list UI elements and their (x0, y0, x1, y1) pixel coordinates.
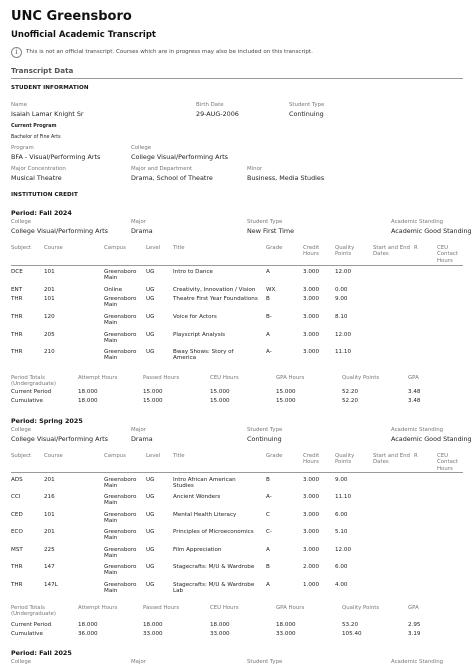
cell-grade: A- (266, 349, 272, 355)
totals-passed: 15.000 (143, 398, 163, 404)
divider (11, 265, 463, 266)
cell-campus: Greensboro Main (104, 494, 137, 507)
totals-attempt: 36.000 (78, 631, 98, 637)
cell-quality-points: 9.00 (335, 296, 348, 302)
cell-level: UG (146, 349, 155, 355)
totals-gpa: 3.48 (408, 398, 421, 404)
student-name: Isaiah Lamar Knight Sr (11, 110, 84, 118)
totals-passed-header: Passed Hours (143, 375, 180, 381)
university-title: UNC Greensboro (11, 9, 132, 24)
col-start-end: Start and End Dates (373, 245, 410, 258)
minor: Business, Media Studies (247, 174, 325, 182)
cell-course: 201 (44, 477, 55, 483)
cell-title: Stagecrafts: M/U & Wardrobe Lab (173, 582, 255, 595)
college-label: College (131, 145, 152, 151)
totals-ceu: 15.000 (210, 389, 230, 395)
totals-gpa-hours-header: GPA Hours (276, 375, 305, 381)
cell-course: 147L (44, 582, 58, 588)
cell-grade: A (266, 269, 270, 275)
totals-label: Period Totals (Undergraduate) (11, 375, 56, 388)
totals-passed: 15.000 (143, 389, 163, 395)
col-start-end: Start and End Dates (373, 453, 410, 466)
col-title: Title (173, 453, 185, 459)
col-course: Course (44, 245, 63, 251)
col-subject: Subject (11, 245, 32, 251)
concentration-label: Major Concentration (11, 166, 66, 172)
term-college: College Visual/Performing Arts (11, 435, 108, 443)
cell-level: UG (146, 564, 155, 570)
major-dept: Drama, School of Theatre (131, 174, 213, 182)
totals-gpa: 3.19 (408, 631, 421, 637)
cell-course: 147 (44, 564, 55, 570)
totals-attempt: 18.000 (78, 622, 98, 628)
totals-quality-header: Quality Points (342, 375, 380, 381)
cell-subject: THR (11, 296, 23, 302)
cell-quality-points: 6.00 (335, 564, 348, 570)
cell-grade: A (266, 332, 270, 338)
cell-quality-points: 5.10 (335, 529, 348, 535)
cell-credit-hours: 3.000 (303, 349, 320, 355)
cell-campus: Greensboro Main (104, 564, 137, 577)
col-title: Title (173, 245, 185, 251)
totals-ceu-header: CEU Hours (210, 605, 239, 611)
col-quality-points: Quality Points (335, 245, 355, 258)
institution-credit-heading: INSTITUTION CREDIT (11, 192, 78, 198)
cell-subject: ADS (11, 477, 23, 483)
col-subject: Subject (11, 453, 32, 459)
major-dept-label: Major and Department (131, 166, 193, 172)
term-college-label: College (11, 659, 32, 665)
cell-campus: Greensboro Main (104, 349, 137, 362)
col-level: Level (146, 453, 161, 459)
term-period: Period: Fall 2024 (11, 209, 72, 217)
cell-credit-hours: 3.000 (303, 547, 320, 553)
term-major-label: Major (131, 219, 146, 225)
cell-course: 201 (44, 287, 55, 293)
cell-credit-hours: 2.000 (303, 564, 320, 570)
totals-label: Period Totals (Undergraduate) (11, 605, 56, 618)
student-type-label: Student Type (289, 102, 325, 108)
cell-credit-hours: 3.000 (303, 477, 320, 483)
cell-title: Intro African American Studies (173, 477, 236, 490)
cell-title: Principles of Microeconomics (173, 529, 254, 535)
program: BFA - Visual/Performing Arts (11, 153, 101, 161)
cell-subject: ECO (11, 529, 23, 535)
cell-credit-hours: 3.000 (303, 512, 320, 518)
cell-title: Film Appreciation (173, 547, 222, 553)
cell-subject: THR (11, 349, 23, 355)
cell-quality-points: 12.00 (335, 547, 352, 553)
totals-gpa-hours-header: GPA Hours (276, 605, 305, 611)
col-campus: Campus (104, 453, 126, 459)
col-level: Level (146, 245, 161, 251)
col-credit-hours: Credit Hours (303, 453, 320, 466)
cell-title: Voice for Actors (173, 314, 217, 320)
cell-title: Ancient Wonders (173, 494, 221, 500)
term-student-type-label: Student Type (247, 659, 283, 665)
cell-quality-points: 8.10 (335, 314, 348, 320)
cell-grade: C- (266, 529, 272, 535)
cell-level: UG (146, 314, 155, 320)
cell-quality-points: 11.10 (335, 349, 352, 355)
term-standing-label: Academic Standing (391, 659, 444, 665)
term-major: Drama (131, 435, 153, 443)
cell-quality-points: 0.00 (335, 287, 348, 293)
totals-row-label: Current Period (11, 622, 52, 628)
cell-course: 101 (44, 296, 55, 302)
term-major-label: Major (131, 659, 146, 665)
term-student-type-label: Student Type (247, 427, 283, 433)
cell-campus: Greensboro Main (104, 269, 137, 282)
term-standing: Academic Good Standing (391, 435, 472, 443)
term-period: Period: Spring 2025 (11, 417, 83, 425)
divider (11, 78, 463, 79)
cell-quality-points: 4.00 (335, 582, 348, 588)
col-grade: Grade (266, 453, 283, 459)
totals-row-label: Cumulative (11, 631, 43, 637)
cell-campus: Greensboro Main (104, 314, 137, 327)
cell-credit-hours: 3.000 (303, 287, 320, 293)
term-standing-label: Academic Standing (391, 219, 444, 225)
term-college: College Visual/Performing Arts (11, 227, 108, 235)
term-college-label: College (11, 219, 32, 225)
cell-grade: B- (266, 314, 272, 320)
cell-subject: THR (11, 314, 23, 320)
term-student-type-label: Student Type (247, 219, 283, 225)
totals-gpa-header: GPA (408, 605, 419, 611)
cell-credit-hours: 3.000 (303, 494, 320, 500)
cell-title: Bway Shows: Story of America (173, 349, 234, 362)
cell-level: UG (146, 529, 155, 535)
totals-quality-header: Quality Points (342, 605, 380, 611)
cell-grade: B (266, 564, 270, 570)
col-r: R (414, 245, 418, 251)
term-standing: Academic Good Standing (391, 227, 472, 235)
totals-quality: 105.40 (342, 631, 362, 637)
totals-passed-header: Passed Hours (143, 605, 180, 611)
cell-quality-points: 11.10 (335, 494, 352, 500)
cell-level: UG (146, 287, 155, 293)
cell-quality-points: 12.00 (335, 269, 352, 275)
cell-credit-hours: 1.000 (303, 582, 320, 588)
col-quality-points: Quality Points (335, 453, 355, 466)
cell-credit-hours: 3.000 (303, 529, 320, 535)
cell-course: 205 (44, 332, 55, 338)
term-major-label: Major (131, 427, 146, 433)
col-course: Course (44, 453, 63, 459)
col-grade: Grade (266, 245, 283, 251)
divider (11, 472, 463, 473)
transcript-data-heading: Transcript Data (11, 66, 74, 75)
transcript-notice: This is not an official transcript. Courses which are in progress may also be included on this transcript. (26, 49, 313, 55)
totals-attempt-header: Attempt Hours (78, 605, 118, 611)
col-campus: Campus (104, 245, 126, 251)
current-program-label: Current Program (11, 124, 57, 129)
cell-title: Intro to Dance (173, 269, 213, 275)
totals-ceu: 18.000 (210, 622, 230, 628)
cell-title: Creativity, Innovation / Vision (173, 287, 256, 293)
cell-campus: Greensboro Main (104, 512, 137, 525)
cell-course: 225 (44, 547, 55, 553)
cell-grade: A (266, 547, 270, 553)
col-credit-hours: Credit Hours (303, 245, 320, 258)
totals-quality: 52.20 (342, 398, 359, 404)
cell-subject: ENT (11, 287, 23, 293)
totals-attempt: 18.000 (78, 389, 98, 395)
totals-ceu: 15.000 (210, 398, 230, 404)
term-student-type: Continuing (247, 435, 282, 443)
birth-date-label: Birth Date (196, 102, 224, 108)
term-student-type: New First Time (247, 227, 295, 235)
cell-credit-hours: 3.000 (303, 269, 320, 275)
cell-level: UG (146, 269, 155, 275)
term-period: Period: Fall 2025 (11, 649, 72, 657)
cell-subject: CED (11, 512, 23, 518)
cell-course: 120 (44, 314, 55, 320)
totals-quality: 52.20 (342, 389, 359, 395)
birth-date: 29-AUG-2006 (196, 110, 239, 118)
cell-level: UG (146, 582, 155, 588)
cell-course: 210 (44, 349, 55, 355)
totals-gpa-hours: 15.000 (276, 389, 296, 395)
cell-subject: MST (11, 547, 23, 553)
cell-campus: Greensboro Main (104, 477, 137, 490)
cell-course: 216 (44, 494, 55, 500)
term-standing-label: Academic Standing (391, 427, 444, 433)
totals-row-label: Cumulative (11, 398, 43, 404)
cell-level: UG (146, 332, 155, 338)
col-r: R (414, 453, 418, 459)
totals-gpa: 2.95 (408, 622, 421, 628)
cell-subject: THR (11, 564, 23, 570)
info-icon: i (11, 47, 22, 58)
cell-campus: Greensboro Main (104, 296, 137, 309)
cell-title: Stagecrafts: M/U & Wardrobe (173, 564, 255, 570)
col-ceu-contact: CEU Contact Hours (437, 453, 458, 472)
cell-campus: Greensboro Main (104, 332, 137, 345)
totals-ceu: 33.000 (210, 631, 230, 637)
totals-gpa: 3.48 (408, 389, 421, 395)
cell-quality-points: 9.00 (335, 477, 348, 483)
totals-passed: 18.000 (143, 622, 163, 628)
cell-level: UG (146, 512, 155, 518)
cell-quality-points: 6.00 (335, 512, 348, 518)
cell-title: Mental Health Literacy (173, 512, 237, 518)
cell-credit-hours: 3.000 (303, 314, 320, 320)
cell-course: 101 (44, 269, 55, 275)
cell-level: UG (146, 547, 155, 553)
cell-course: 201 (44, 529, 55, 535)
totals-attempt: 18.000 (78, 398, 98, 404)
cell-quality-points: 12.00 (335, 332, 352, 338)
col-ceu-contact: CEU Contact Hours (437, 245, 458, 264)
cell-grade: C (266, 512, 270, 518)
student-info-heading: STUDENT INFORMATION (11, 85, 89, 91)
totals-passed: 33.000 (143, 631, 163, 637)
cell-campus: Online (104, 287, 123, 293)
totals-row-label: Current Period (11, 389, 52, 395)
cell-campus: Greensboro Main (104, 547, 137, 560)
cell-campus: Greensboro Main (104, 582, 137, 595)
term-college-label: College (11, 427, 32, 433)
cell-level: UG (146, 477, 155, 483)
student-type: Continuing (289, 110, 324, 118)
cell-level: UG (146, 494, 155, 500)
cell-grade: A- (266, 494, 272, 500)
program-label: Program (11, 145, 34, 151)
cell-grade: B (266, 477, 270, 483)
document-title: Unofficial Academic Transcript (11, 30, 156, 40)
term-major: Drama (131, 227, 153, 235)
cell-subject: CCI (11, 494, 21, 500)
totals-gpa-hours: 15.000 (276, 398, 296, 404)
concentration: Musical Theatre (11, 174, 62, 182)
totals-quality: 53.20 (342, 622, 359, 628)
cell-grade: B (266, 296, 270, 302)
cell-subject: DCE (11, 269, 23, 275)
college: College Visual/Performing Arts (131, 153, 228, 161)
cell-title: Playscript Analysis (173, 332, 226, 338)
totals-attempt-header: Attempt Hours (78, 375, 118, 381)
cell-credit-hours: 3.000 (303, 332, 320, 338)
cell-course: 101 (44, 512, 55, 518)
cell-subject: THR (11, 582, 23, 588)
cell-subject: THR (11, 332, 23, 338)
cell-campus: Greensboro Main (104, 529, 137, 542)
cell-grade: WX (266, 287, 276, 293)
totals-gpa-hours: 33.000 (276, 631, 296, 637)
totals-gpa-hours: 18.000 (276, 622, 296, 628)
totals-ceu-header: CEU Hours (210, 375, 239, 381)
cell-grade: A (266, 582, 270, 588)
cell-credit-hours: 3.000 (303, 296, 320, 302)
cell-level: UG (146, 296, 155, 302)
cell-title: Theatre First Year Foundations (173, 296, 258, 302)
minor-label: Minor (247, 166, 263, 172)
current-program: Bachelor of Fine Arts (11, 135, 61, 140)
name-label: Name (11, 102, 27, 108)
totals-gpa-header: GPA (408, 375, 419, 381)
